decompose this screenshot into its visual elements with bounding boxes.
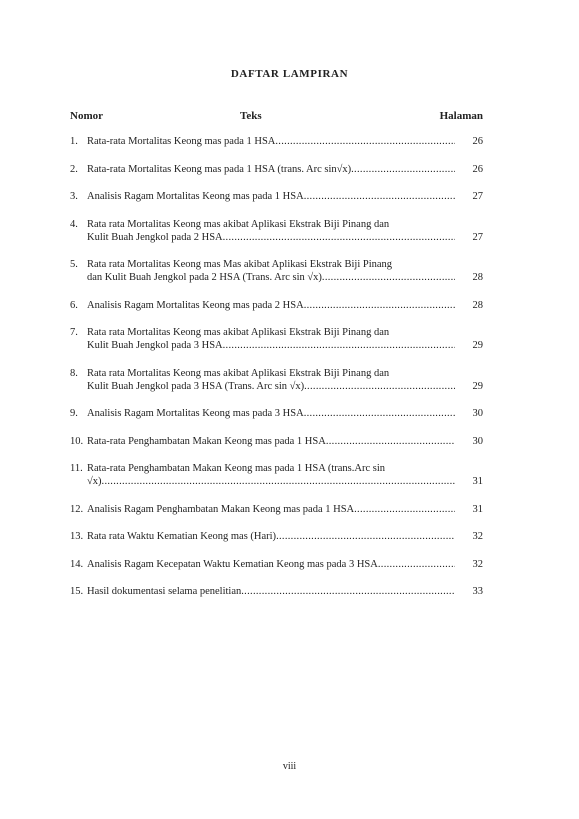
appendix-entry: [70, 299, 483, 312]
entry-text-line: Analisis Ragam Mortalitas Keong mas pada 3 HSA: [87, 408, 304, 419]
appendix-entry: [70, 218, 483, 244]
entry-number: 11.: [70, 463, 83, 474]
entry-text: [87, 258, 455, 284]
entry-text: [87, 326, 455, 352]
entry-page-number: 32: [472, 558, 483, 570]
appendix-entry: [70, 258, 483, 284]
dot-leader: [275, 135, 455, 148]
entry-text-line: Analisis Ragam Mortalitas Keong mas pada 1 HSA: [87, 191, 304, 202]
dot-leader: [326, 435, 455, 448]
entry-page-number: 31: [472, 476, 483, 487]
column-header-halaman: Halaman: [439, 110, 483, 122]
appendix-entry: [70, 367, 483, 393]
entry-page-number: 32: [472, 531, 483, 542]
entry-text-line: Rata rata Mortalitas Keong mas akibat Aplikasi Ekstrak Biji Pinang dan: [87, 327, 390, 338]
entry-number: 2.: [70, 163, 78, 175]
entry-text-line: Kulit Buah Jengkol pada 3 HSA: [87, 340, 223, 351]
dot-leader: [304, 190, 455, 203]
entry-number: 10.: [70, 435, 84, 447]
entry-page-number: 33: [472, 586, 483, 597]
appendix-entry: [70, 462, 483, 488]
entry-text-line: Kulit Buah Jengkol pada 3 HSA (Trans. Arc sin √x): [87, 380, 305, 392]
entry-text-line: Rata-rata Mortalitas Keong mas pada 1 HSA (trans. Arc sin√x): [87, 163, 352, 175]
entry-page-number: 28: [472, 299, 483, 311]
appendix-entry: [70, 530, 483, 543]
entry-text-line: dan Kulit Buah Jengkol pada 2 HSA (Trans. Arc sin √x): [87, 272, 322, 283]
entry-text: [87, 190, 455, 203]
entry-text-line: Analisis Ragam Kecepatan Waktu Kematian Keong mas pada 3 HSA: [87, 558, 378, 570]
dot-leader: [241, 585, 455, 598]
entry-text: [87, 163, 455, 176]
column-header-teks: Teks: [240, 110, 262, 122]
appendix-entry: [70, 585, 483, 598]
appendix-entry: [70, 503, 483, 516]
entry-text-line: Rata-rata Mortalitas Keong mas pada 1 HSA: [87, 136, 276, 147]
entry-text-line: Hasil dokumentasi selama penelitian: [87, 586, 242, 597]
entry-text-line: Kulit Buah Jengkol pada 2 HSA: [87, 231, 223, 243]
entry-number: 14.: [70, 558, 84, 570]
dot-leader: [351, 163, 455, 176]
entry-page-number: 26: [472, 163, 483, 175]
entry-text-line: √x): [87, 476, 102, 487]
entry-number: 15.: [70, 586, 84, 597]
entry-number: 13.: [70, 531, 84, 542]
entry-text: [87, 585, 455, 598]
entry-text-line: Rata rata Mortalitas Keong mas akibat Aplikasi Ekstrak Biji Pinang dan: [87, 218, 390, 230]
entry-page-number: 30: [472, 435, 483, 447]
dot-leader: [102, 475, 455, 488]
entry-number: 8.: [70, 367, 78, 379]
entry-number: 4.: [70, 218, 78, 230]
entry-text: [87, 299, 455, 312]
entry-number: 6.: [70, 299, 78, 311]
page-number: viii: [282, 761, 297, 772]
dot-leader: [223, 339, 455, 352]
entry-text-line: Rata rata Mortalitas Keong mas Mas akibat Aplikasi Ekstrak Biji Pinang: [87, 259, 393, 270]
page-title: DAFTAR LAMPIRAN: [230, 68, 349, 80]
entry-number: 9.: [70, 408, 78, 419]
entry-page-number: 29: [472, 380, 483, 392]
entry-text: [87, 218, 455, 244]
entry-text: [87, 530, 455, 543]
appendix-entry: [70, 190, 483, 203]
entry-page-number: 31: [472, 503, 483, 515]
entry-text: [87, 407, 455, 420]
entry-page-number: 26: [472, 136, 483, 147]
entry-number: 12.: [70, 503, 84, 515]
entry-number: 3.: [70, 191, 78, 202]
appendix-entry: [70, 163, 483, 176]
entry-text-line: Rata rata Waktu Kematian Keong mas (Hari): [87, 531, 277, 542]
entry-page-number: 29: [472, 340, 483, 351]
entry-number: 5.: [70, 259, 78, 270]
dot-leader: [276, 530, 455, 543]
dot-leader: [304, 299, 455, 312]
entry-text-line: Rata rata Mortalitas Keong mas akibat Aplikasi Ekstrak Biji Pinang dan: [87, 367, 390, 379]
entry-text-line: Rata-rata Penghambatan Makan Keong mas pada 1 HSA: [87, 435, 326, 447]
entry-text: [87, 503, 455, 516]
entry-text: [87, 558, 455, 571]
entry-text-line: Rata-rata Penghambatan Makan Keong mas pada 1 HSA (trans.Arc sin: [87, 463, 385, 474]
dot-leader: [354, 503, 455, 516]
appendix-list: [70, 135, 483, 613]
appendix-entry: [70, 326, 483, 352]
appendix-entry: [70, 135, 483, 148]
entry-text: [87, 135, 455, 148]
dot-leader: [304, 380, 455, 393]
dot-leader: [304, 407, 455, 420]
entry-text-line: Analisis Ragam Penghambatan Makan Keong mas pada 1 HSA: [87, 503, 355, 515]
entry-text: [87, 367, 455, 393]
appendix-entry: [70, 435, 483, 448]
entry-number: 1.: [70, 136, 78, 147]
entry-text: [87, 462, 455, 488]
dot-leader: [322, 271, 455, 284]
entry-page-number: 30: [472, 408, 483, 419]
entry-page-number: 28: [472, 272, 483, 283]
entry-number: 7.: [70, 327, 78, 338]
appendix-entry: [70, 407, 483, 420]
dot-leader: [378, 558, 455, 571]
dot-leader: [223, 231, 455, 244]
entry-page-number: 27: [472, 191, 483, 202]
entry-text: [87, 435, 455, 448]
entry-page-number: 27: [472, 231, 483, 243]
entry-text-line: Analisis Ragam Mortalitas Keong mas pada 2 HSA: [87, 299, 304, 311]
appendix-entry: [70, 558, 483, 571]
column-header-nomor: Nomor: [70, 110, 103, 122]
